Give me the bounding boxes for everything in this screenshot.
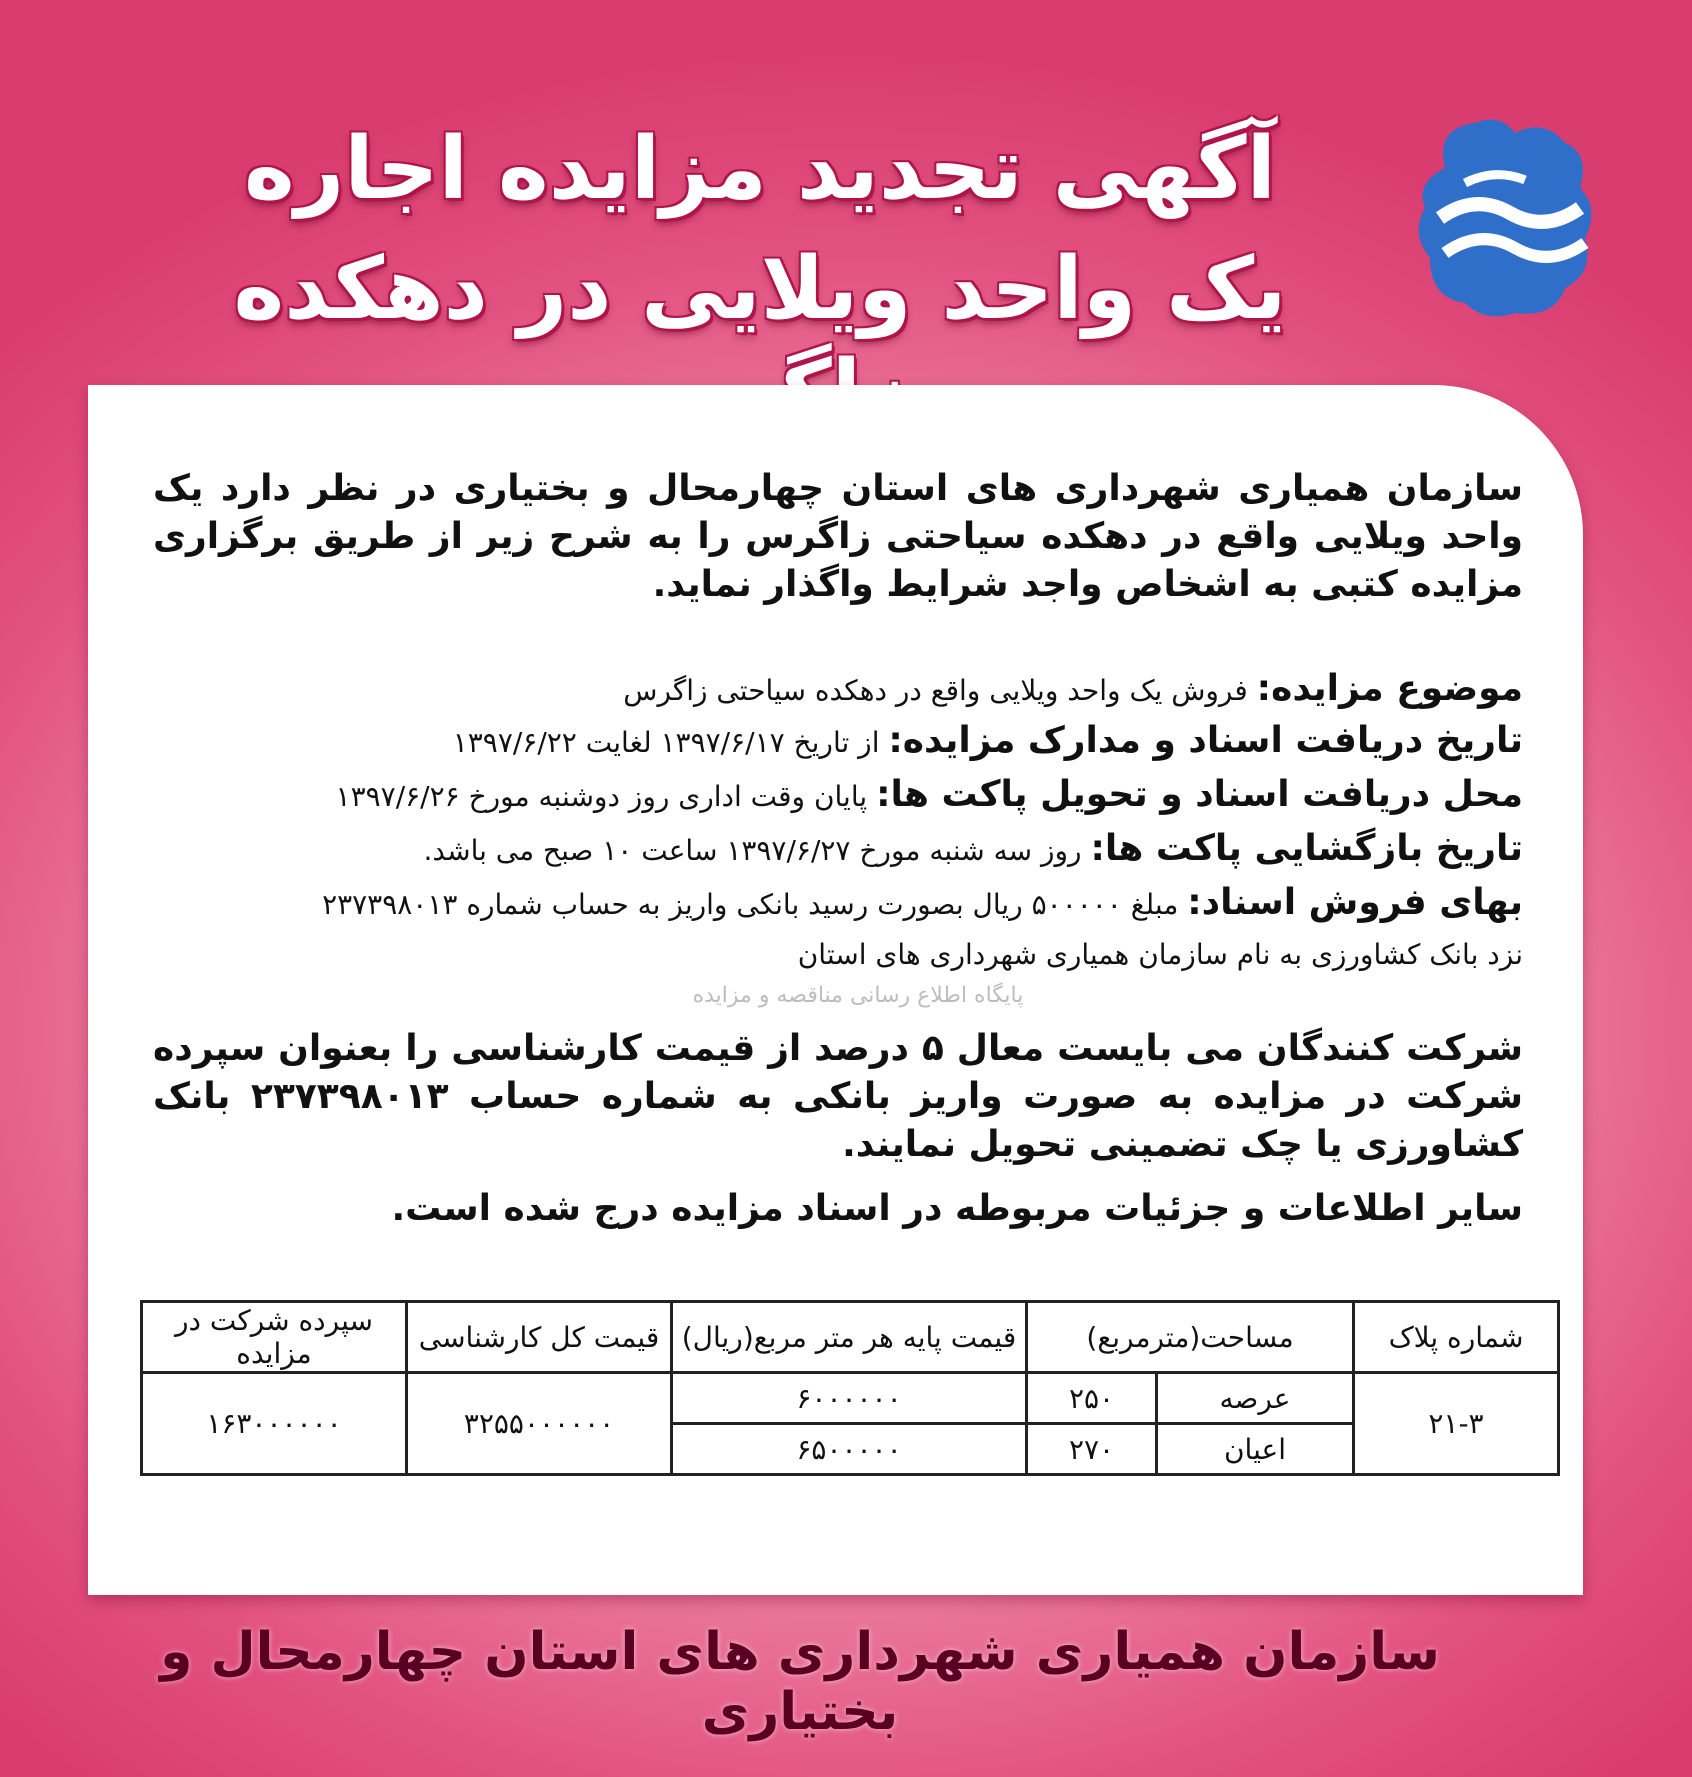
header-plate: شماره پلاک (1354, 1302, 1559, 1373)
detail-subject (143, 667, 1523, 713)
detail-value: روز سه شنبه مورخ ۱۳۹۷/۶/۲۷ ساعت ۱۰ صبح می باشد. (423, 834, 1082, 867)
header-area: مساحت(مترمربع) (1027, 1302, 1354, 1373)
extra-info: سایر اطلاعات و جزئیات مربوطه در اسناد مزایده درج شده است. (391, 1188, 1523, 1229)
cell-price: ۶۵۰۰۰۰۰ (672, 1424, 1027, 1475)
header-base-price: قیمت پایه هر متر مربع(ریال) (672, 1302, 1027, 1373)
cell-total-price: ۳۲۵۵۰۰۰۰۰۰ (407, 1373, 672, 1475)
footer-organization-name: سازمان همیاری شهرداری های استان چهارمحال و بختیاری (160, 1622, 1440, 1742)
cell-type: عرصه (1157, 1373, 1354, 1424)
notice-panel (88, 385, 1583, 1595)
detail-value: از تاریخ ۱۳۹۷/۶/۱۷ لغایت ۱۳۹۷/۶/۲۲ (452, 726, 880, 759)
detail-value: فروش یک واحد ویلایی واقع در دهکده سیاحتی زاگرس (623, 674, 1248, 707)
header-deposit: سپرده شرکت در مزایده (142, 1302, 407, 1373)
detail-label: بهای فروش اسناد: (1187, 882, 1523, 923)
detail-doc-price (143, 881, 1523, 927)
detail-delivery (143, 773, 1523, 819)
table-header-row (142, 1302, 1559, 1373)
cell-deposit: ۱۶۳۰۰۰۰۰۰ (142, 1373, 407, 1475)
cell-area: ۲۵۰ (1027, 1373, 1157, 1424)
detail-value: مبلغ ۵۰۰۰۰۰ ریال بصورت رسید بانکی واریز به حساب شماره ۲۳۷۳۹۸۰۱۳ (322, 888, 1179, 921)
watermark: پایگاه اطلاع رسانی مناقصه و مزایده (692, 983, 1024, 1008)
cell-type: اعیان (1157, 1424, 1354, 1475)
price-table (140, 1300, 1560, 1476)
headline-line-2: یک واحد ویلایی در دهکده (233, 239, 1287, 339)
headline-line-1: آگهی تجدید مزایده اجاره (244, 119, 1276, 219)
detail-doc-dates (143, 719, 1523, 765)
intro-paragraph: سازمان همیاری شهرداری های استان چهارمحال و بختیاری در نظر دارد یک واحد ویلایی واقع در دهکده سیاحتی زاگرس را به شرح زیر از طریق برگزاری مزایده کتبی به اشخاص واجد شرایط واگذار نماید. (153, 468, 1523, 605)
detail-value: پایان وقت اداری روز دوشنبه مورخ ۱۳۹۷/۶/۲۶ (335, 780, 868, 813)
cell-area: ۲۷۰ (1027, 1424, 1157, 1475)
detail-label: تاریخ بازگشایی پاکت ها: (1090, 828, 1523, 869)
detail-label: تاریخ دریافت اسناد و مدارک مزایده: (888, 720, 1523, 761)
detail-doc-price-cont: نزد بانک کشاورزی به نام سازمان همیاری شهرداری های استان (797, 938, 1523, 971)
detail-opening (143, 827, 1523, 873)
cell-plate: ۲۱-۳ (1354, 1373, 1559, 1475)
deposit-paragraph: شرکت کنندگان می بایست معال ۵ درصد از قیمت کارشناسی را بعنوان سپرده شرکت در مزایده به صورت واریز بانکی به شماره حساب ۲۳۷۳۹۸۰۱۳ بانک کشاورزی یا چک تضمینی تحویل نمایند. (153, 1028, 1523, 1165)
detail-label: محل دریافت اسناد و تحویل پاکت ها: (876, 774, 1523, 815)
table-row (142, 1373, 1559, 1424)
header-total-price: قیمت کل کارشناسی (407, 1302, 672, 1373)
detail-label: موضوع مزایده: (1256, 668, 1523, 709)
organization-logo-icon (1405, 108, 1605, 328)
cell-price: ۶۰۰۰۰۰۰ (672, 1373, 1027, 1424)
